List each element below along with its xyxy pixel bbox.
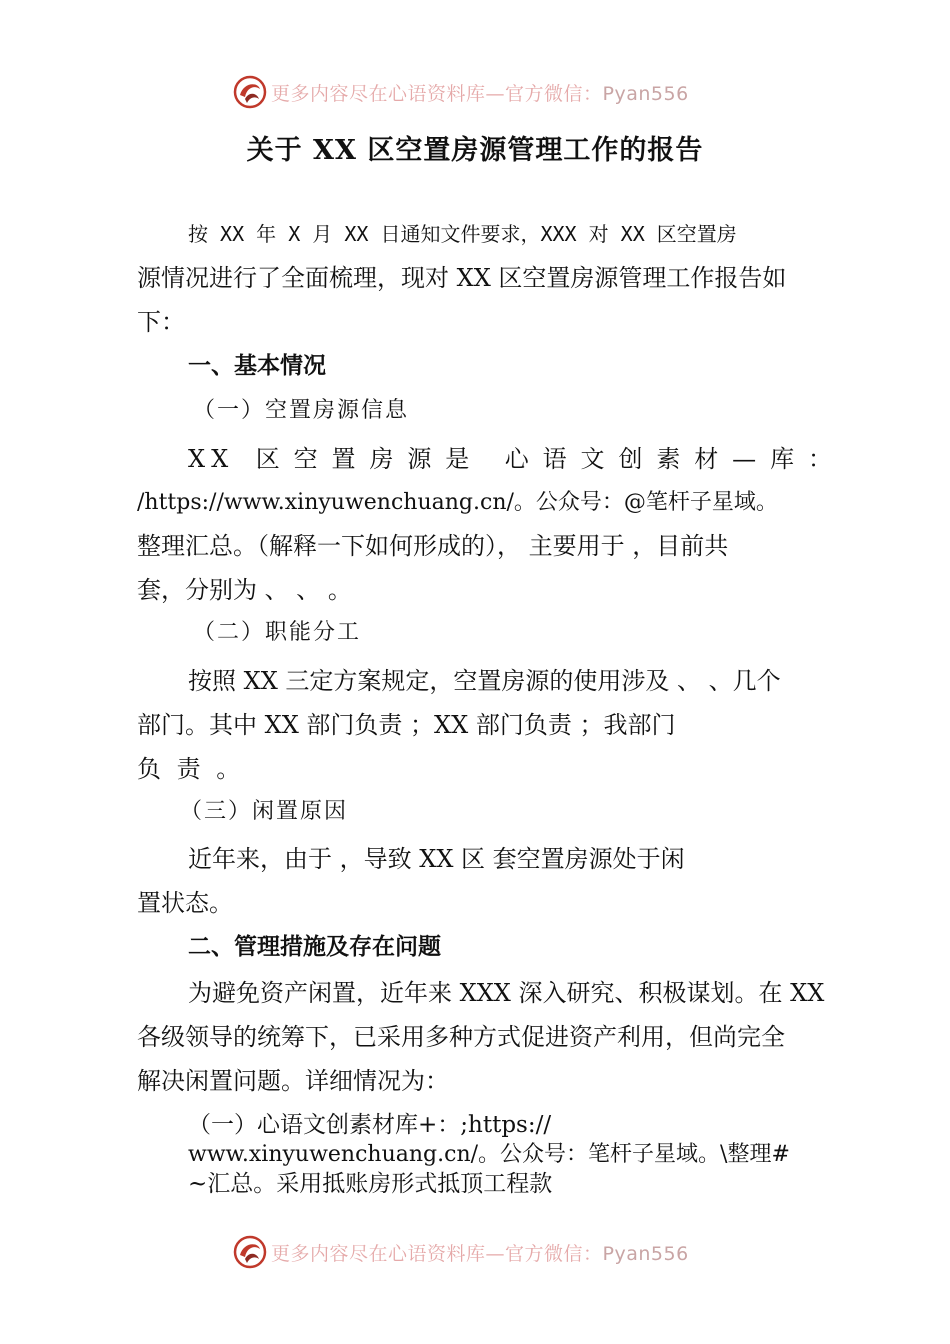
section-1-sub-1-line-3: 整理汇总。（解释一下如何形成的）， 主要用于 ，目前共: [137, 532, 729, 560]
document-title: 关于 XX 区空置房源管理工作的报告: [246, 135, 704, 166]
section-1-sub-1-line-2: /https://www.xinyuwenchuang.cn/。公众号：@笔杆子星域。: [137, 490, 778, 515]
section-1-sub-3-line-1: 近年来，由于 ，导致 XX 区 套空置房源处于闲: [188, 845, 685, 873]
section-2-sub-1-line-2: www.xinyuwenchuang.cn/。公众号：笔杆子星域。\整理#: [188, 1142, 790, 1167]
section-1-sub-2-line-3: 负 责 。: [137, 755, 245, 783]
section-1-sub-3-line-2: 置状态。: [137, 889, 233, 917]
section-2-line-1: 为避免资产闲置，近年来 XXX 深入研究、积极谋划。在 XX: [188, 979, 825, 1007]
section-2-sub-1-line-3: ~汇总。采用抵账房形式抵顶工程款: [188, 1171, 553, 1197]
watermark-banner-bottom: [233, 1232, 689, 1272]
intro-line-1: 按 XX 年 X 月 XX 日通知文件要求，XXX 对 XX 区空置房: [188, 222, 737, 246]
section-1-sub-2-heading: （二）职能分工: [193, 620, 362, 645]
section-2-heading: 二、管理措施及存在问题: [188, 934, 441, 960]
watermark-banner-top: [233, 72, 689, 112]
watermark-text: 更多内容尽在心语资料库—官方微信：Pyan556: [271, 1242, 689, 1265]
section-1-sub-1-line-4: 套，分别为 、 、 。: [137, 576, 352, 604]
section-1-sub-2-line-1: 按照 XX 三定方案规定，空置房源的使用涉及 、 、几个: [188, 667, 781, 695]
section-1-sub-1-line-1: XX 区空置房源是 心语文创素材—库：: [188, 445, 838, 473]
section-1-sub-3-heading: （三）闲置原因: [180, 799, 349, 824]
section-2-line-3: 解决闲置问题。详细情况为：: [137, 1067, 449, 1095]
red-swirl-logo-icon: [233, 1235, 267, 1269]
section-2-line-2: 各级领导的统筹下，已采用多种方式促进资产利用，但尚完全: [137, 1023, 785, 1051]
red-swirl-logo-icon: [233, 75, 267, 109]
section-1-sub-1-heading: （一）空置房源信息: [193, 398, 410, 423]
section-2-sub-1-line-1: （一）心语文创素材库+：;https://: [188, 1112, 552, 1138]
watermark-text: 更多内容尽在心语资料库—官方微信：Pyan556: [271, 82, 689, 105]
section-1-sub-2-line-2: 部门。其中 XX 部门负责 ；XX 部门负责 ；我部门: [137, 711, 676, 739]
section-1-heading: 一、基本情况: [188, 353, 326, 379]
intro-line-2: 源情况进行了全面梳理，现对 XX 区空置房源管理工作报告如: [137, 264, 787, 292]
intro-line-3: 下：: [137, 308, 185, 336]
